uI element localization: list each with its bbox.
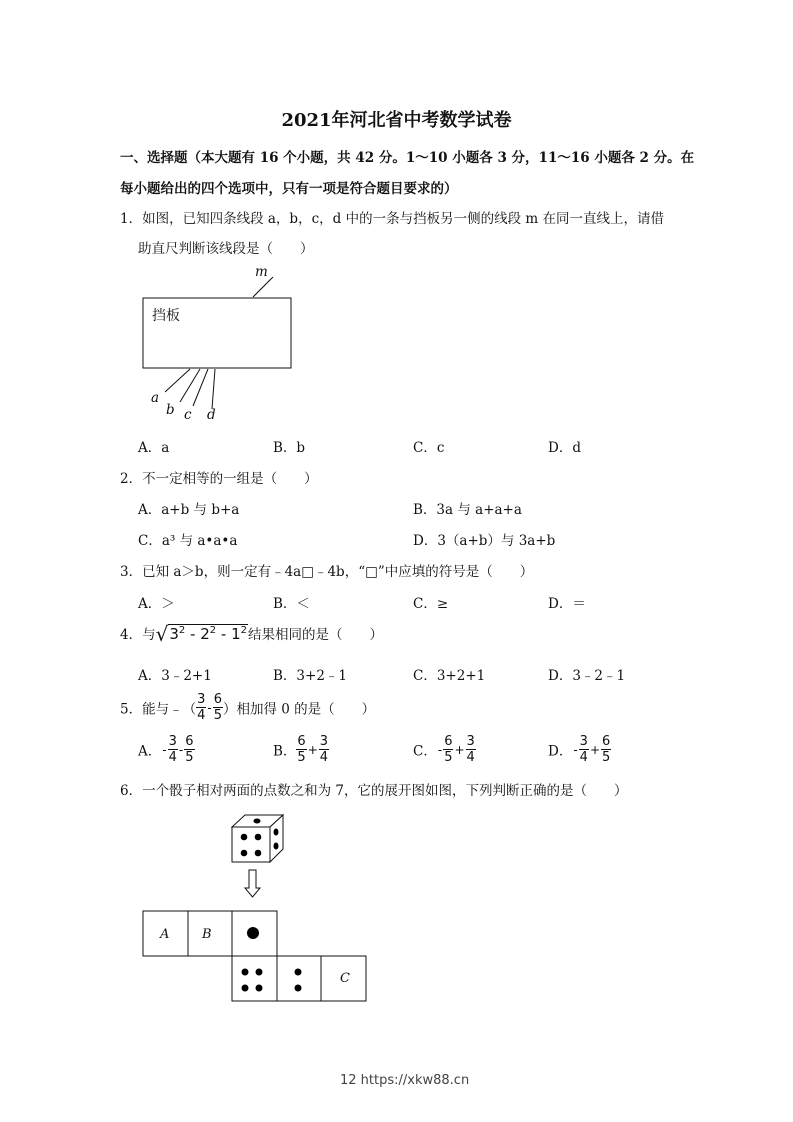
option-2b: B．3a 与 a+a+a: [413, 502, 522, 518]
radicand-term: 1: [231, 625, 241, 643]
net-label-b: B: [202, 927, 212, 942]
denominator: 4: [168, 750, 177, 765]
option-2c: C．a³ 与 a•a•a: [138, 533, 238, 549]
option-3c: C．≥: [413, 596, 449, 612]
radical-sign: √: [155, 622, 169, 646]
q5-prefix: 5．能与﹣（: [120, 701, 197, 718]
option-4b: B．3+2﹣1: [273, 668, 347, 684]
numerator: 3: [197, 692, 206, 707]
denominator: 5: [602, 750, 611, 765]
option-1b: B．b: [273, 440, 306, 456]
numerator: 6: [185, 734, 194, 749]
numerator: 6: [297, 734, 306, 749]
label-a: a: [151, 390, 160, 406]
net-label-c: C: [340, 971, 350, 986]
operator: +: [454, 742, 465, 757]
option-label: D．: [548, 743, 573, 760]
denominator: 5: [297, 750, 306, 765]
option-3b: B．＜: [273, 596, 310, 612]
numerator: 6: [602, 734, 611, 749]
denominator: 4: [466, 750, 475, 765]
operator: +: [307, 742, 318, 757]
exponent: 2: [209, 625, 217, 636]
down-arrow-icon: [245, 870, 260, 897]
operator: -: [178, 742, 184, 757]
dice-net: [143, 911, 366, 1001]
option-2a: A．a+b 与 b+a: [138, 502, 240, 518]
board-label: 挡板: [152, 308, 180, 324]
option-label: B．: [273, 743, 297, 760]
radicand-term: 3: [169, 625, 179, 643]
denominator: 4: [579, 750, 588, 765]
question-3-stem: 3．已知 a＞b，则一定有﹣4a□﹣4b，“□”中应填的符号是（ ）: [120, 564, 534, 580]
label-b: b: [166, 402, 175, 418]
numerator: 6: [213, 692, 222, 707]
operator: -: [207, 700, 212, 715]
option-1a: A．a: [138, 440, 170, 456]
option-2d: D．3（a+b）与 3a+b: [413, 533, 556, 549]
label-c: c: [184, 407, 192, 423]
denominator: 5: [213, 708, 222, 723]
radicand-term: 2: [200, 625, 210, 643]
option-1d: D．d: [548, 440, 581, 456]
q4-prefix: 4．与: [120, 627, 156, 643]
net-pips: [242, 927, 302, 992]
option-4a: A．3﹣2+1: [138, 668, 212, 684]
denominator: 5: [185, 750, 194, 765]
question-6-stem: 6．一个骰子相对两面的点数之和为 7，它的展开图如图，下列判断正确的是（ ）: [120, 783, 628, 799]
exponent: 2: [240, 625, 248, 636]
label-m: m: [255, 264, 268, 280]
option-1c: C．c: [413, 440, 445, 456]
section-header-line2: 每小题给出的四个选项中，只有一项是符合题目要求的）: [120, 181, 458, 197]
denominator: 4: [319, 750, 329, 765]
operator: -: [437, 742, 443, 757]
option-label: C．: [413, 743, 437, 760]
numerator: 6: [444, 734, 453, 749]
operator: -: [162, 742, 167, 757]
q4-suffix: 结果相同的是（ ）: [248, 627, 384, 643]
denominator: 5: [444, 750, 453, 765]
option-4d: D．3﹣2﹣1: [548, 668, 626, 684]
denominator: 4: [197, 708, 206, 723]
question-1-stem: 1．如图，已知四条线段 a，b，c，d 中的一条与挡板另一侧的线段 m 在同一直线上，请借: [120, 211, 664, 227]
question-1-stem-cont: 助直尺判断该线段是（ ）: [138, 241, 314, 257]
question-2-stem: 2．不一定相等的一组是（ ）: [120, 471, 318, 487]
numerator: 3: [168, 734, 177, 749]
option-3d: D．＝: [548, 596, 586, 612]
q5-suffix: ）相加得 0 的是（ ）: [223, 701, 376, 718]
exponent: 2: [178, 625, 186, 636]
page-footer: 12 https://xkw88.cn: [340, 1073, 470, 1088]
option-4c: C．3+2+1: [413, 668, 486, 684]
numerator: 3: [466, 734, 475, 749]
minus: -: [216, 625, 232, 643]
numerator: 3: [319, 734, 329, 749]
net-label-a: A: [160, 927, 170, 942]
label-d: d: [207, 407, 216, 423]
option-3a: A．＞: [138, 596, 175, 612]
option-label: A．: [138, 743, 162, 760]
numerator: 3: [579, 734, 588, 749]
section-header-line1: 一、选择题（本大题有 16 个小题，共 42 分。1～10 小题各 3 分，11～16 小题各 2 分。在: [120, 150, 695, 166]
page-title: 2021年河北省中考数学试卷: [281, 110, 512, 131]
operator: -: [573, 742, 578, 757]
minus: -: [185, 625, 201, 643]
operator: +: [589, 742, 601, 757]
